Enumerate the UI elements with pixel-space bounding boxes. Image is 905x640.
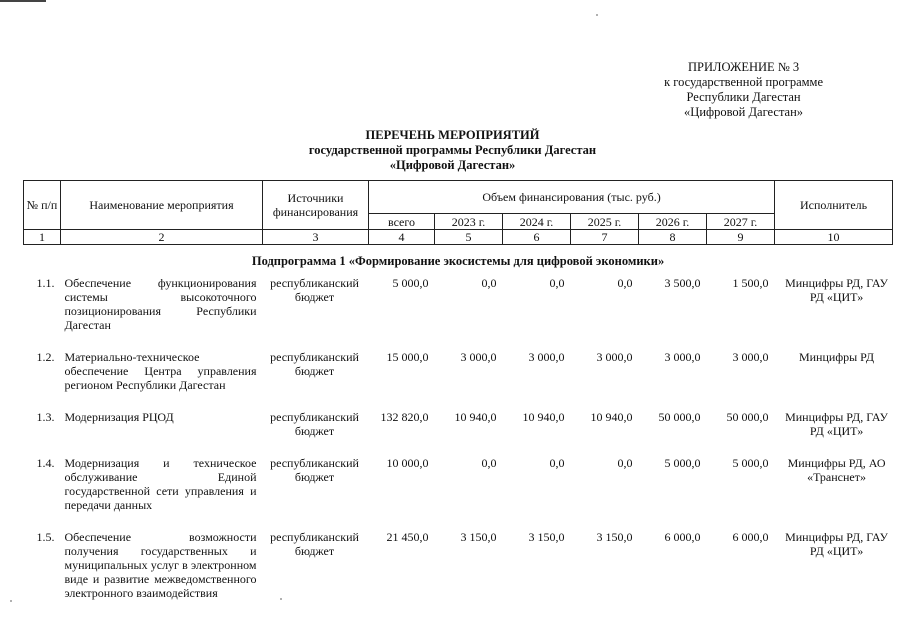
row-name: Модернизация РЦОД bbox=[64, 410, 174, 424]
title-line: государственной программы Республики Дагестан bbox=[308, 143, 597, 157]
row-number: 1.1. bbox=[36, 276, 55, 290]
appendix-line: «Цифровой Дагестан» bbox=[684, 105, 804, 119]
row-2027: 3 000,0 bbox=[732, 350, 769, 364]
row-source: республиканский бюджет bbox=[270, 456, 359, 484]
column-number: 3 bbox=[263, 230, 369, 245]
row-executor: Минцифры РД, АО «Транснет» bbox=[787, 456, 886, 484]
row-total: 10 000,0 bbox=[386, 456, 429, 470]
table-row bbox=[24, 456, 893, 530]
row-2023: 3 000,0 bbox=[460, 350, 497, 364]
appendix-line: Республики Дагестан bbox=[686, 90, 801, 104]
row-2027: 1 500,0 bbox=[732, 276, 769, 290]
row-source: республиканский бюджет bbox=[270, 530, 359, 558]
row-executor: Минцифры РД, ГАУ РД «ЦИТ» bbox=[785, 410, 888, 438]
header-executor: Исполнитель bbox=[775, 181, 893, 230]
scan-speck bbox=[10, 600, 12, 602]
row-2026: 50 000,0 bbox=[658, 410, 701, 424]
row-2025: 0,0 bbox=[617, 456, 633, 470]
row-name: Обеспечение возможности получения государственных и муниципальных услуг в электронном виде и развитие межведомственного электронного взаимодействия bbox=[64, 530, 257, 600]
appendix-line: ПРИЛОЖЕНИЕ № 3 bbox=[687, 60, 800, 74]
appendix-line: к государственной программе bbox=[664, 75, 823, 89]
column-number: 5 bbox=[435, 230, 503, 245]
row-2027: 6 000,0 bbox=[732, 530, 769, 544]
row-2027: 50 000,0 bbox=[726, 410, 769, 424]
row-2025: 3 150,0 bbox=[596, 530, 633, 544]
header-num: № п/п bbox=[24, 181, 61, 230]
document-title bbox=[0, 128, 905, 173]
measures-table bbox=[23, 180, 893, 618]
header-2026: 2026 г. bbox=[639, 214, 707, 230]
column-number: 1 bbox=[24, 230, 61, 245]
header-total: всего bbox=[369, 214, 435, 230]
table-row bbox=[24, 276, 893, 350]
column-number: 9 bbox=[707, 230, 775, 245]
row-number: 1.5. bbox=[36, 530, 55, 544]
row-executor: Минцифры РД, ГАУ РД «ЦИТ» bbox=[785, 530, 888, 558]
row-2025: 3 000,0 bbox=[596, 350, 633, 364]
column-number: 8 bbox=[639, 230, 707, 245]
row-name: Материально-техническое обеспечение Центра управления регионом Республики Дагестан bbox=[64, 350, 257, 392]
column-number: 7 bbox=[571, 230, 639, 245]
appendix-note bbox=[664, 60, 823, 120]
column-number: 2 bbox=[61, 230, 263, 245]
row-total: 5 000,0 bbox=[392, 276, 429, 290]
row-name: Обеспечение функционирования системы высокоточного позиционирования Республики Дагестан bbox=[64, 276, 257, 332]
scan-speck bbox=[596, 14, 598, 16]
row-2023: 0,0 bbox=[481, 276, 497, 290]
table-row bbox=[24, 530, 893, 618]
title-line: «Цифровой Дагестан» bbox=[389, 158, 516, 172]
row-2023: 3 150,0 bbox=[460, 530, 497, 544]
row-2026: 3 500,0 bbox=[664, 276, 701, 290]
row-2026: 6 000,0 bbox=[664, 530, 701, 544]
row-2023: 0,0 bbox=[481, 456, 497, 470]
row-executor: Минцифры РД, ГАУ РД «ЦИТ» bbox=[785, 276, 888, 304]
row-2026: 3 000,0 bbox=[664, 350, 701, 364]
table-row bbox=[24, 350, 893, 410]
table-row bbox=[24, 410, 893, 456]
header-2025: 2025 г. bbox=[571, 214, 639, 230]
scan-speck bbox=[280, 598, 282, 600]
row-number: 1.4. bbox=[36, 456, 55, 470]
row-source: республиканский бюджет bbox=[270, 350, 359, 378]
title-line: ПЕРЕЧЕНЬ МЕРОПРИЯТИЙ bbox=[365, 128, 540, 142]
header-name: Наименование мероприятия bbox=[61, 181, 263, 230]
header-volume: Объем финансирования (тыс. руб.) bbox=[369, 181, 775, 214]
row-2024: 3 000,0 bbox=[528, 350, 565, 364]
row-2024: 3 150,0 bbox=[528, 530, 565, 544]
row-total: 132 820,0 bbox=[380, 410, 429, 424]
row-number: 1.3. bbox=[36, 410, 55, 424]
header-2023: 2023 г. bbox=[435, 214, 503, 230]
row-2025: 0,0 bbox=[617, 276, 633, 290]
row-2024: 10 940,0 bbox=[522, 410, 565, 424]
row-name: Модернизация и техническое обслуживание Единой государственной сети управления и передачи данных bbox=[64, 456, 257, 512]
row-2025: 10 940,0 bbox=[590, 410, 633, 424]
row-2027: 5 000,0 bbox=[732, 456, 769, 470]
row-total: 21 450,0 bbox=[386, 530, 429, 544]
header-2024: 2024 г. bbox=[503, 214, 571, 230]
row-source: республиканский бюджет bbox=[270, 276, 359, 304]
header-source: Источники финансирования bbox=[263, 181, 369, 230]
row-total: 15 000,0 bbox=[386, 350, 429, 364]
row-2024: 0,0 bbox=[549, 456, 565, 470]
column-number: 4 bbox=[369, 230, 435, 245]
header-2027: 2027 г. bbox=[707, 214, 775, 230]
column-number: 10 bbox=[775, 230, 893, 245]
row-2026: 5 000,0 bbox=[664, 456, 701, 470]
scan-edge-mark bbox=[0, 0, 46, 2]
row-source: республиканский бюджет bbox=[270, 410, 359, 438]
row-number: 1.2. bbox=[36, 350, 55, 364]
row-executor: Минцифры РД bbox=[798, 350, 875, 364]
row-2023: 10 940,0 bbox=[454, 410, 497, 424]
row-2024: 0,0 bbox=[549, 276, 565, 290]
subprogram-heading: Подпрограмма 1 «Формирование экосистемы для цифровой экономики» bbox=[251, 254, 665, 268]
column-number: 6 bbox=[503, 230, 571, 245]
